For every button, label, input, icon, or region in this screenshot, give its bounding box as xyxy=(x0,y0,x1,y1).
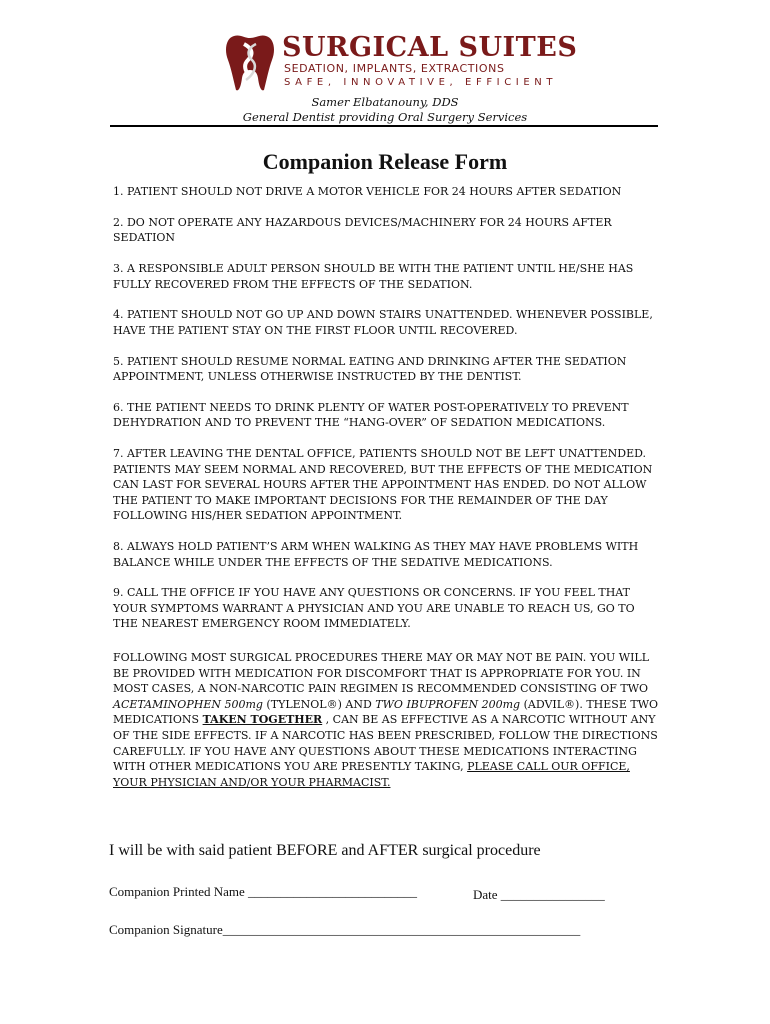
logo xyxy=(224,30,578,94)
companion-statement: I will be with said patient BEFORE and AFTER surgical procedure xyxy=(109,842,541,859)
form-title: Companion Release Form xyxy=(262,149,508,174)
header-divider xyxy=(110,125,658,127)
instruction-item: 9. CALL THE OFFICE IF YOU HAVE ANY QUESTIONS OR CONCERNS. IF YOU FEEL THAT YOUR SYMPTOMS WARRANT A PHYSICIAN AND YOU ARE UNABLE TO REACH US, GO TO THE NEAREST EMERGENCY ROOM IMMEDIATELY. xyxy=(113,586,635,631)
instruction-item: 8. ALWAYS HOLD PATIENT’S ARM WHEN WALKING AS THEY MAY HAVE PROBLEMS WITH BALANCE WHILE UNDER THE EFFECTS OF THE SEDATIVE MEDICATIONS. xyxy=(113,540,639,569)
tooth-logo-icon xyxy=(224,30,276,94)
instruction-item: 3. A RESPONSIBLE ADULT PERSON SHOULD BE WITH THE PATIENT UNTIL HE/SHE HAS FULLY RECOVERED FROM THE EFFECTS OF THE SEDATION. xyxy=(113,262,634,291)
closing-text: FOLLOWING MOST SURGICAL PROCEDURES THERE MAY OR MAY NOT BE PAIN. YOU WILL BE PROVIDED WITH MEDICATION FOR DISCOMFORT THAT IS APPROPRIATE FOR YOU. IN MOST CASES, A NON-NARCOTIC PAIN REGIMEN IS RECOMMENDED CONSISTING OF TWO xyxy=(113,651,650,696)
printed-name-field[interactable]: Companion Printed Name __________________________ xyxy=(109,884,418,899)
signature-field[interactable]: Companion Signature_______________________________________________________ xyxy=(109,922,581,937)
practice-description: General Dentist providing Oral Surgery Services xyxy=(242,110,528,124)
pain-medication-paragraph xyxy=(113,650,661,790)
taken-together-emphasis: TAKEN TOGETHER xyxy=(202,713,323,727)
instruction-item: 2. DO NOT OPERATE ANY HAZARDOUS DEVICES/MACHINERY FOR 24 HOURS AFTER SEDATION xyxy=(113,215,612,245)
closing-text: (TYLENOL®) AND xyxy=(262,697,376,711)
brand-name: SURGICAL SUITES xyxy=(282,32,578,63)
drug-acetaminophen: ACETAMINOPHEN 500mg xyxy=(113,697,263,711)
call-to-action: PLEASE CALL OUR OFFICE, YOUR PHYSICIAN AND/OR YOUR PHARMACIST. xyxy=(113,760,630,789)
instruction-item: 4. PATIENT SHOULD NOT GO UP AND DOWN STAIRS UNATTENDED. WHENEVER POSSIBLE, HAVE THE PATIENT STAY ON THE FIRST FLOOR UNTIL RECOVERED. xyxy=(113,308,653,337)
brand-services: SEDATION, IMPLANTS, EXTRACTIONS xyxy=(284,62,505,75)
brand-tagline: SAFE, INNOVATIVE, EFFICIENT xyxy=(284,77,558,88)
closing-text: , CAN BE AS EFFECTIVE AS A NARCOTIC WITHOUT ANY OF THE SIDE EFFECTS. IF A NARCOTIC HAS BEEN PRESCRIBED, FOLLOW THE DIRECTIONS CAREFULLY. IF YOU HAVE ANY QUESTIONS ABOUT THESE MEDICATIONS INTERACTING WITH OTHER MEDICATIONS YOU ARE PRESENTLY TAKING, xyxy=(113,713,658,774)
instruction-item: 7. AFTER LEAVING THE DENTAL OFFICE, PATIENTS SHOULD NOT BE LEFT UNATTENDED. PATIENTS MAY SEEM NORMAL AND RECOVERED, BUT THE EFFECTS OF THE MEDICATION CAN LAST FOR SEVERAL HOURS AFTER THE APPOINTMENT HAS ENDED. DO NOT ALLOW THE PATIENT TO MAKE IMPORTANT DECISIONS FOR THE REMAINDER OF THE DAY FOLLOWING HIS/HER SEDATION APPOINTMENT. xyxy=(113,447,653,523)
instruction-item: 1. PATIENT SHOULD NOT DRIVE A MOTOR VEHICLE FOR 24 HOURS AFTER SEDATION xyxy=(113,185,622,198)
closing-text: (ADVIL®). THESE TWO MEDICATIONS xyxy=(113,697,659,727)
instruction-item: 5. PATIENT SHOULD RESUME NORMAL EATING AND DRINKING AFTER THE SEDATION APPOINTMENT, UNLESS OTHERWISE INSTRUCTED BY THE DENTIST. xyxy=(113,354,627,384)
date-field[interactable]: Date ________________ xyxy=(473,887,605,902)
instruction-list xyxy=(113,184,661,647)
drug-ibuprofen: TWO IBUPROFEN 200mg xyxy=(375,697,521,711)
instruction-item: 6. THE PATIENT NEEDS TO DRINK PLENTY OF WATER POST-OPERATIVELY TO PREVENT DEHYDRATION AND TO PREVENT THE “HANG-OVER” OF SEDATION MEDICATIONS. xyxy=(113,400,629,430)
doctor-name: Samer Elbatanouny, DDS xyxy=(311,95,459,109)
